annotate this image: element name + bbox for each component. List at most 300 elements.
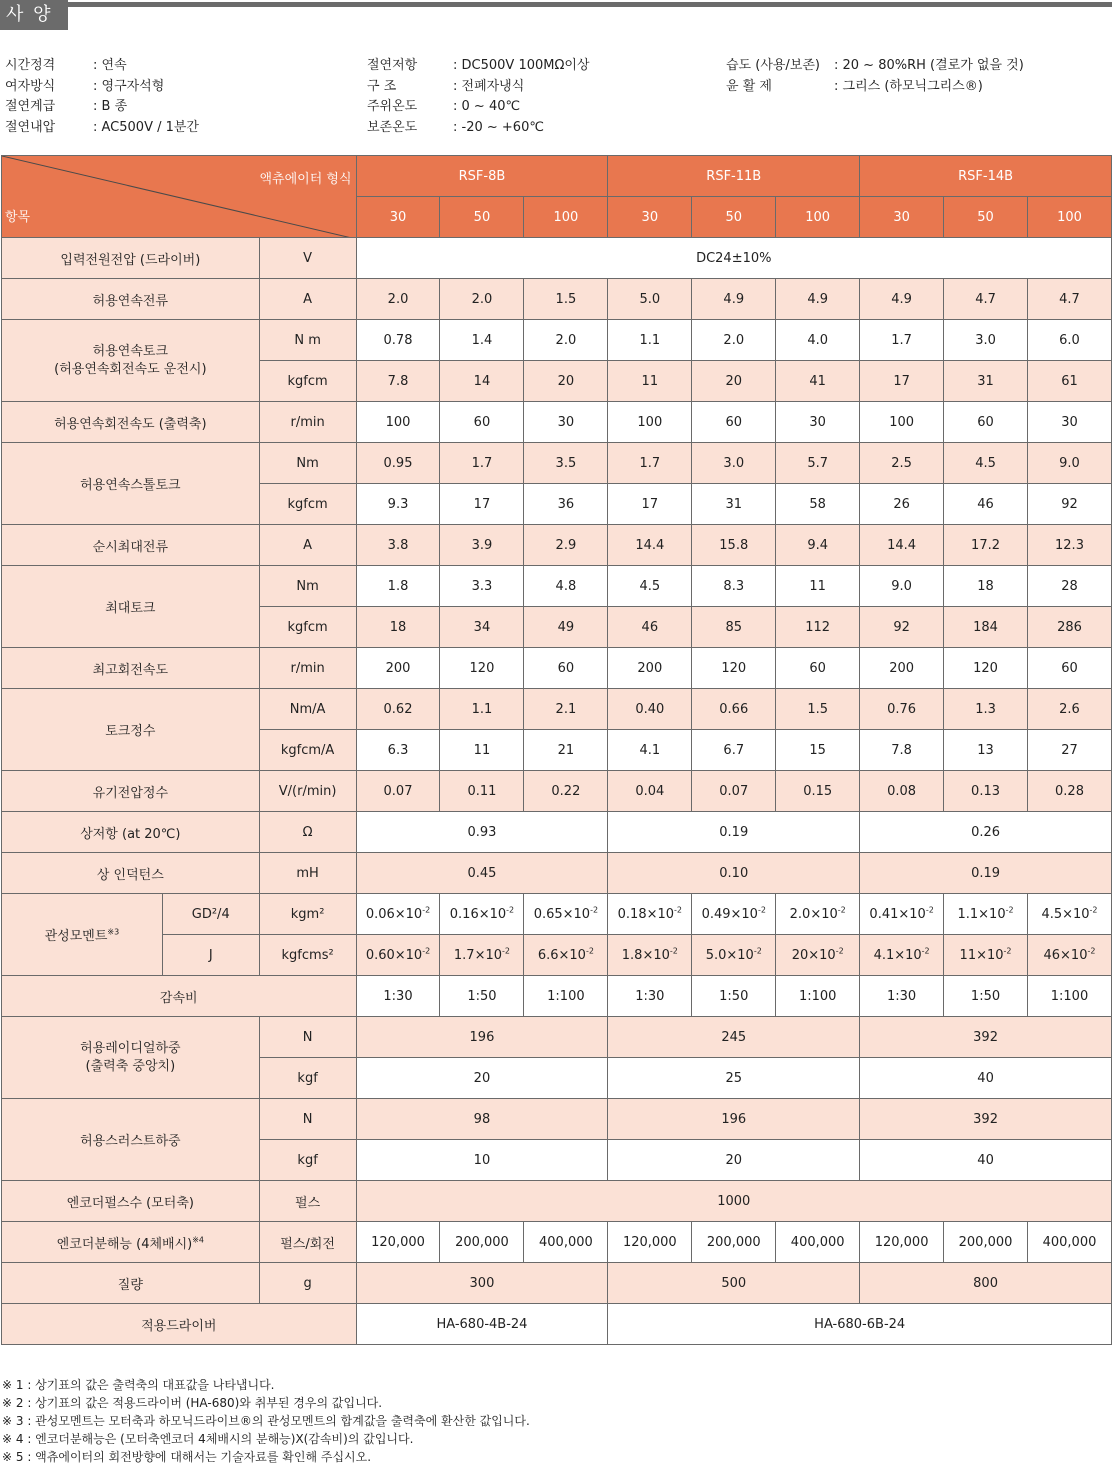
value-cell: 0.95 — [356, 443, 440, 484]
footnote: ※ 3 : 관성모멘트는 모터축과 하모닉드라이브®의 관성모멘트의 합계값을 출력축에 환산한 값입니다. — [2, 1414, 530, 1428]
value-base: 6.6×10 — [537, 947, 586, 963]
value-cell: 2.5 — [860, 443, 944, 484]
unit-cell: kgfcm — [259, 607, 356, 648]
value-exponent: -2 — [674, 905, 683, 915]
row-torque-const-nm — [2, 689, 1112, 730]
value-cell: 1:30 — [356, 976, 440, 1017]
value-cell: 1.3 — [944, 689, 1028, 730]
value-cell: 60 — [944, 402, 1028, 443]
value-cell: HA-680-4B-24 — [356, 1304, 608, 1345]
value-cell: 200,000 — [440, 1222, 524, 1263]
value-cell: 2.0 — [524, 320, 608, 361]
spec-column-3 — [726, 56, 1024, 97]
item-label: 질량 — [2, 1263, 260, 1304]
value-exponent: -2 — [837, 905, 846, 915]
value-cell: 100 — [608, 402, 692, 443]
value-cell: 9.3 — [356, 484, 440, 525]
value-cell: 1.7 — [440, 443, 524, 484]
value-cell: 200 — [356, 648, 440, 689]
value-cell: 0.19 — [860, 853, 1112, 894]
value-cell: 1.8 — [356, 566, 440, 607]
row-inertia-j — [2, 935, 1112, 976]
value-base: 4.5×10 — [1041, 906, 1090, 922]
spec-row — [367, 97, 590, 118]
value-cell — [1027, 894, 1111, 935]
value-cell: 20 — [608, 1140, 860, 1181]
row-cont-torque-nm — [2, 320, 1112, 361]
spec-value: : 그리스 (하모닉그리스®) — [834, 78, 983, 94]
value-cell: 17 — [440, 484, 524, 525]
value-base: 0.18×10 — [617, 906, 675, 922]
value-cell: 200,000 — [944, 1222, 1028, 1263]
value-cell: 25 — [608, 1058, 860, 1099]
value-cell: 11 — [608, 361, 692, 402]
spec-label: 시간정격 — [5, 58, 56, 73]
value-exponent: -2 — [669, 946, 678, 956]
value-cell: 0.04 — [608, 771, 692, 812]
value-cell: 30 — [1027, 402, 1111, 443]
value-base: 11×10 — [959, 947, 1004, 963]
item-label: 순시최대전류 — [2, 525, 260, 566]
value-cell: 392 — [860, 1017, 1112, 1058]
value-cell: 100 — [356, 402, 440, 443]
header-item: 항목 — [5, 210, 31, 225]
spec-column-1 — [5, 56, 199, 138]
value-cell: 1:100 — [776, 976, 860, 1017]
value-cell — [776, 935, 860, 976]
value-cell: 30 — [524, 402, 608, 443]
unit-cell: Nm/A — [259, 689, 356, 730]
value-cell — [524, 894, 608, 935]
unit-cell: kgfcm — [259, 361, 356, 402]
value-exponent: -2 — [590, 905, 599, 915]
item-label: 토크정수 — [2, 689, 260, 771]
unit-cell: mH — [259, 853, 356, 894]
value-cell: 6.0 — [1027, 320, 1111, 361]
row-mass — [2, 1263, 1112, 1304]
value-cell: 0.22 — [524, 771, 608, 812]
value-cell: 1.7 — [608, 443, 692, 484]
item-label: 상 인덕턴스 — [2, 853, 260, 894]
value-base: 2.0×10 — [789, 906, 838, 922]
value-cell: 46 — [608, 607, 692, 648]
item-label-text: 엔코더분해능 (4체배시) — [56, 1236, 193, 1252]
section-title: 사 양 — [0, 0, 68, 30]
spec-value: : 0 ~ 40℃ — [453, 99, 521, 114]
value-cell: 400,000 — [1027, 1222, 1111, 1263]
value-base: 1.1×10 — [957, 906, 1006, 922]
value-cell: 0.07 — [692, 771, 776, 812]
value-cell: 2.0 — [692, 320, 776, 361]
value-base: 4.1×10 — [873, 947, 922, 963]
value-cell: 1:30 — [860, 976, 944, 1017]
spec-table — [1, 155, 1112, 1345]
value-exponent: -2 — [921, 946, 930, 956]
value-exponent: -2 — [1005, 905, 1014, 915]
value-cell — [608, 894, 692, 935]
value-cell: 1:50 — [440, 976, 524, 1017]
row-peak-current — [2, 525, 1112, 566]
unit-cell: A — [259, 525, 356, 566]
value-cell: 2.6 — [1027, 689, 1111, 730]
value-exponent: -2 — [506, 905, 515, 915]
value-cell: 1.7 — [860, 320, 944, 361]
value-cell: 196 — [608, 1099, 860, 1140]
value-cell — [524, 935, 608, 976]
header-row-models — [2, 156, 1112, 197]
value-cell: 4.5 — [608, 566, 692, 607]
value-cell: 0.66 — [692, 689, 776, 730]
spec-label: 구 조 — [367, 78, 397, 94]
value-cell — [776, 894, 860, 935]
value-cell: 184 — [944, 607, 1028, 648]
spec-label: 윤 활 제 — [726, 78, 772, 94]
value-cell: 14 — [440, 361, 524, 402]
row-resistance — [2, 812, 1112, 853]
value-cell: 1.5 — [776, 689, 860, 730]
value-cell: 120 — [440, 648, 524, 689]
value-cell: 1.1 — [440, 689, 524, 730]
value-cell: 0.40 — [608, 689, 692, 730]
value-cell: 10 — [356, 1140, 608, 1181]
unit-cell: 펄스/회전 — [259, 1222, 356, 1263]
value-base: 0.60×10 — [365, 947, 423, 963]
value-cell: 15.8 — [692, 525, 776, 566]
value-cell: 60 — [1027, 648, 1111, 689]
value-cell: 7.8 — [356, 361, 440, 402]
spec-label: 절연계급 — [5, 99, 56, 114]
row-cont-speed — [2, 402, 1112, 443]
unit-cell: kgfcm — [259, 484, 356, 525]
item-label-text: 관성모멘트 — [44, 929, 108, 944]
value-cell — [860, 894, 944, 935]
header-rule — [0, 2, 1112, 7]
footnote: ※ 1 : 상기표의 값은 출력축의 대표값을 나타냅니다. — [2, 1378, 275, 1392]
value-cell: 1:100 — [1027, 976, 1111, 1017]
value-cell: 400,000 — [524, 1222, 608, 1263]
value-cell — [944, 935, 1028, 976]
value-cell: 4.9 — [692, 279, 776, 320]
unit-cell: 펄스 — [259, 1181, 356, 1222]
item-label: 허용연속토크 (허용연속회전속도 운전시) — [2, 320, 260, 402]
value-cell — [692, 894, 776, 935]
unit-cell: kgfcm/A — [259, 730, 356, 771]
spec-value: : -20 ~ +60℃ — [453, 119, 544, 135]
item-label — [2, 1222, 260, 1263]
value-cell: 15 — [776, 730, 860, 771]
value-cell: 0.28 — [1027, 771, 1111, 812]
unit-cell: Ω — [259, 812, 356, 853]
value-cell: 196 — [356, 1017, 608, 1058]
unit-cell: N m — [259, 320, 356, 361]
value-cell: 0.78 — [356, 320, 440, 361]
value-cell: 0.19 — [608, 812, 860, 853]
section-header — [0, 0, 1112, 28]
value-cell — [356, 935, 440, 976]
value-cell: 12.3 — [1027, 525, 1111, 566]
ratio-header: 30 — [860, 197, 944, 238]
value-exponent: -2 — [502, 946, 510, 956]
value-cell: 26 — [860, 484, 944, 525]
value-cell: 4.7 — [944, 279, 1028, 320]
value-cell: 60 — [440, 402, 524, 443]
ratio-header: 50 — [692, 197, 776, 238]
value-cell: 11 — [440, 730, 524, 771]
spec-row — [5, 97, 199, 118]
value-cell: 11 — [776, 566, 860, 607]
value-cell: 1.5 — [524, 279, 608, 320]
value-cell: 3.0 — [944, 320, 1028, 361]
value-cell: 21 — [524, 730, 608, 771]
value-cell: 9.4 — [776, 525, 860, 566]
value-cell: 100 — [860, 402, 944, 443]
value-cell: 4.0 — [776, 320, 860, 361]
value-cell — [692, 935, 776, 976]
value-base: 1.7×10 — [453, 947, 503, 963]
footnote-mark: ※3 — [107, 927, 120, 937]
value-cell: 92 — [860, 607, 944, 648]
model-header: RSF-14B — [860, 156, 1112, 197]
row-cont-current — [2, 279, 1112, 320]
value-cell: 2.0 — [440, 279, 524, 320]
footnote: ※ 4 : 엔코더분해능은 (모터축엔코더 4체배시의 분해능)X(감속비)의 값입니다. — [2, 1432, 414, 1446]
value-cell: 4.7 — [1027, 279, 1111, 320]
value-cell — [356, 894, 440, 935]
row-stall-torque-nm — [2, 443, 1112, 484]
item-label: 허용스러스트하중 — [2, 1099, 260, 1181]
value-cell: 0.62 — [356, 689, 440, 730]
spec-value: : 영구자석형 — [93, 78, 165, 94]
value-cell: 3.8 — [356, 525, 440, 566]
item-label: 상저항 (at 20℃) — [2, 812, 260, 853]
value-cell: 14.4 — [860, 525, 944, 566]
value-cell: 0.45 — [356, 853, 608, 894]
value-cell — [1027, 935, 1111, 976]
spec-label: 보존온도 — [367, 119, 418, 135]
ratio-header: 30 — [356, 197, 440, 238]
item-label: 허용연속스톨토크 — [2, 443, 260, 525]
value-cell: 6.3 — [356, 730, 440, 771]
value-cell — [440, 935, 524, 976]
value-cell: 20 — [524, 361, 608, 402]
spec-row — [367, 118, 590, 139]
value-cell: 5.7 — [776, 443, 860, 484]
unit-cell: V — [259, 238, 356, 279]
unit-cell: g — [259, 1263, 356, 1304]
value-exponent: -2 — [1087, 946, 1096, 956]
unit-cell: kgm² — [259, 894, 356, 935]
value-cell: 400,000 — [776, 1222, 860, 1263]
spec-value: : 전폐자냉식 — [453, 78, 525, 94]
value-base: 0.41×10 — [869, 906, 926, 922]
spec-label: 절연저항 — [367, 58, 418, 73]
value-cell: 17.2 — [944, 525, 1028, 566]
spec-row — [5, 118, 199, 139]
value-exponent: -2 — [422, 946, 431, 956]
value-cell: 4.8 — [524, 566, 608, 607]
value-cell: 0.08 — [860, 771, 944, 812]
row-radial-load-n — [2, 1017, 1112, 1058]
row-thrust-load-n — [2, 1099, 1112, 1140]
spec-value: : AC500V / 1분간 — [93, 119, 199, 135]
row-input-voltage — [2, 238, 1112, 279]
item-label: 허용연속전류 — [2, 279, 260, 320]
spec-row — [726, 56, 1024, 77]
value-cell: 120,000 — [608, 1222, 692, 1263]
item-label: 최고회전속도 — [2, 648, 260, 689]
header-actuator-type: 액츄에이터 형식 — [259, 172, 352, 187]
ratio-header: 100 — [524, 197, 608, 238]
value-cell: 61 — [1027, 361, 1111, 402]
value-base: 0.65×10 — [533, 906, 591, 922]
value-cell: 13 — [944, 730, 1028, 771]
value-cell: 0.07 — [356, 771, 440, 812]
value-cell: 4.9 — [860, 279, 944, 320]
unit-cell: Nm — [259, 443, 356, 484]
item-label: 감속비 — [2, 976, 357, 1017]
value-cell: 92 — [1027, 484, 1111, 525]
value-cell — [944, 894, 1028, 935]
ratio-header: 30 — [608, 197, 692, 238]
row-reduction — [2, 976, 1112, 1017]
value-exponent: -2 — [757, 905, 766, 915]
row-encoder-pulses — [2, 1181, 1112, 1222]
value-cell: 286 — [1027, 607, 1111, 648]
value-cell: 1:50 — [944, 976, 1028, 1017]
value-cell: 1:100 — [524, 976, 608, 1017]
value-base: 0.49×10 — [701, 906, 758, 922]
value-cell: 8.3 — [692, 566, 776, 607]
value-base: 20×10 — [791, 947, 836, 963]
row-inductance — [2, 853, 1112, 894]
value-cell: 0.13 — [944, 771, 1028, 812]
value-cell: 4.1 — [608, 730, 692, 771]
unit-cell: kgf — [259, 1058, 356, 1099]
value-exponent: -2 — [1089, 905, 1098, 915]
value-base: 0.16×10 — [449, 906, 507, 922]
value-cell: 9.0 — [860, 566, 944, 607]
value-base: 1.8×10 — [621, 947, 670, 963]
item-label: 입력전원전압 (드라이버) — [2, 238, 260, 279]
spec-column-2 — [367, 56, 590, 138]
value-cell: 0.76 — [860, 689, 944, 730]
spec-label: 주위온도 — [367, 99, 418, 114]
value-cell: 20 — [692, 361, 776, 402]
unit-cell: r/min — [259, 648, 356, 689]
value-cell: 9.0 — [1027, 443, 1111, 484]
spec-label: 절연내압 — [5, 119, 56, 135]
value-cell: 31 — [692, 484, 776, 525]
value-cell: 58 — [776, 484, 860, 525]
unit-cell: kgfcms² — [259, 935, 356, 976]
value-cell: 2.9 — [524, 525, 608, 566]
value-cell: 245 — [608, 1017, 860, 1058]
ratio-header: 100 — [776, 197, 860, 238]
spec-label: 여자방식 — [5, 78, 56, 94]
value-cell: 17 — [860, 361, 944, 402]
spec-row — [5, 77, 199, 98]
footnote: ※ 2 : 상기표의 값은 적용드라이버 (HA-680)와 취부된 경우의 값입니다. — [2, 1396, 383, 1410]
value-cell: 1.4 — [440, 320, 524, 361]
item-label: 유기전압정수 — [2, 771, 260, 812]
value-exponent: -2 — [925, 905, 934, 915]
value-cell: 60 — [524, 648, 608, 689]
value-cell: HA-680-6B-24 — [608, 1304, 1112, 1345]
value-cell: 0.10 — [608, 853, 860, 894]
value-cell: 500 — [608, 1263, 860, 1304]
value-cell: 40 — [860, 1058, 1112, 1099]
value-exponent: -2 — [1003, 946, 1012, 956]
value-cell: 98 — [356, 1099, 608, 1140]
value-cell: 4.9 — [776, 279, 860, 320]
item-label: 최대토크 — [2, 566, 260, 648]
item-label: 허용레이디얼하중 (출력축 중앙치) — [2, 1017, 260, 1099]
unit-cell: Nm — [259, 566, 356, 607]
value-cell: 1.1 — [608, 320, 692, 361]
value-cell: 17 — [608, 484, 692, 525]
spec-value: : 20 ~ 80%RH (결로가 없을 것) — [834, 58, 1024, 73]
value-cell: 1000 — [356, 1181, 1111, 1222]
value-cell: 14.4 — [608, 525, 692, 566]
value-cell: 3.3 — [440, 566, 524, 607]
value-cell: 60 — [776, 648, 860, 689]
value-cell: 60 — [692, 402, 776, 443]
ratio-header: 50 — [440, 197, 524, 238]
ratio-header: 100 — [1027, 197, 1111, 238]
spec-value: : 연속 — [93, 58, 127, 73]
spec-value: : DC500V 100MΩ이상 — [453, 58, 590, 73]
model-header: RSF-11B — [608, 156, 860, 197]
value-cell: 36 — [524, 484, 608, 525]
value-cell: 1:30 — [608, 976, 692, 1017]
value-cell: 41 — [776, 361, 860, 402]
value-cell: 34 — [440, 607, 524, 648]
row-max-speed — [2, 648, 1112, 689]
value-cell: 3.0 — [692, 443, 776, 484]
footnote-mark: ※4 — [192, 1235, 205, 1245]
value-cell: 800 — [860, 1263, 1112, 1304]
header-diagonal-cell — [2, 156, 357, 238]
value-cell: 120 — [692, 648, 776, 689]
spec-label: 습도 (사용/보존) — [726, 58, 821, 73]
value-cell: 1:50 — [692, 976, 776, 1017]
spec-row — [367, 56, 590, 77]
value-cell: 49 — [524, 607, 608, 648]
value-cell: 200 — [608, 648, 692, 689]
row-driver — [2, 1304, 1112, 1345]
value-cell: 30 — [776, 402, 860, 443]
value-cell: 0.93 — [356, 812, 608, 853]
spec-row — [367, 77, 590, 98]
value-cell: 46 — [944, 484, 1028, 525]
value-cell — [608, 935, 692, 976]
sub-item-label: GD²/4 — [162, 894, 259, 935]
model-header: RSF-8B — [356, 156, 608, 197]
value-base: 46×10 — [1043, 947, 1088, 963]
row-emf-const — [2, 771, 1112, 812]
row-max-torque-nm — [2, 566, 1112, 607]
unit-cell: A — [259, 279, 356, 320]
value-cell: 18 — [944, 566, 1028, 607]
value-cell: 5.0 — [608, 279, 692, 320]
item-label — [2, 894, 163, 976]
value-cell: 200,000 — [692, 1222, 776, 1263]
value-cell: 6.7 — [692, 730, 776, 771]
item-label: 엔코더펄스수 (모터축) — [2, 1181, 260, 1222]
value-exponent: -2 — [585, 946, 594, 956]
value-cell: 2.1 — [524, 689, 608, 730]
value-cell: 120,000 — [356, 1222, 440, 1263]
